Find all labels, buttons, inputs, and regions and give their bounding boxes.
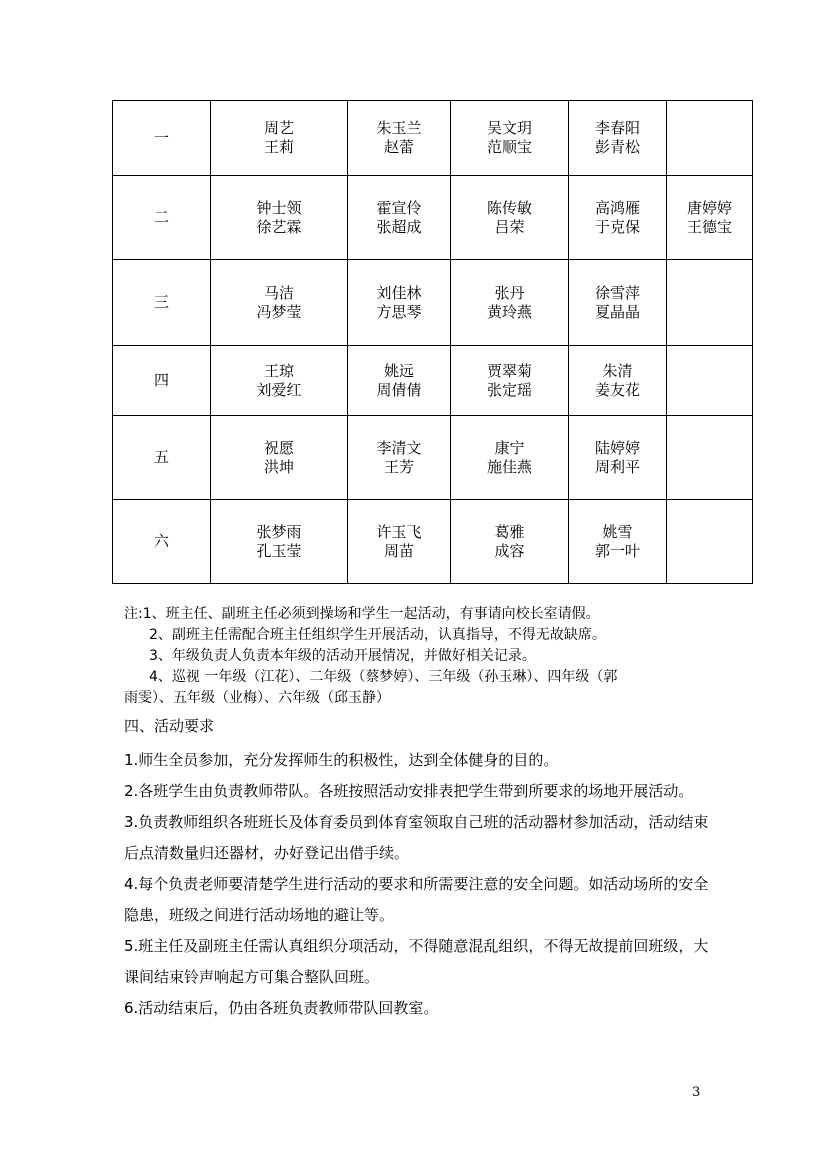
teacher-cell: [451, 260, 569, 346]
teacher-name: 许玉飞: [376, 522, 422, 541]
teacher-name: 周倩倩: [376, 380, 422, 399]
teacher-name: 葛雅: [494, 522, 525, 541]
teacher-cell: [569, 260, 667, 346]
requirement-item: 4.每个负责老师要清楚学生进行活动的要求和所需要注意的安全问题。如活动场所的安全隐患，班级之间进行活动场地的避让等。: [124, 875, 709, 924]
teacher-cell: [451, 500, 569, 584]
teacher-name: 于克保: [594, 217, 640, 236]
teacher-name: 黄玲燕: [486, 302, 532, 321]
teacher-name: 施佳燕: [486, 457, 532, 476]
teacher-cell: [569, 101, 667, 176]
teacher-cell: [569, 176, 667, 260]
teacher-cell: [348, 500, 451, 584]
teacher-name: 张丹: [494, 283, 525, 302]
teacher-name: 周艺: [263, 119, 294, 137]
requirement-item: 2.各班学生由负责教师带队。各班按照活动安排表把学生带到所要求的场地开展活动。: [124, 782, 694, 800]
teacher-name: 姚雪: [602, 522, 633, 541]
teacher-name: 张梦雨: [256, 522, 302, 541]
teacher-name: 孔玉莹: [256, 541, 302, 560]
teacher-cell: [667, 346, 753, 416]
teacher-name: 王德宝: [686, 217, 732, 236]
table-row: [113, 176, 753, 260]
teacher-name: 朱玉兰: [376, 119, 422, 137]
teacher-name: 祝愿: [263, 438, 294, 457]
teacher-cell: [667, 101, 753, 176]
teacher-name: 赵蕾: [383, 138, 414, 156]
requirement-item: 3.负责教师组织各班班长及体育委员到体育室领取自己班的活动器材参加活动，活动结束后点清数量归还器材，办好登记出借手续。: [124, 813, 709, 862]
teacher-cell: [211, 500, 348, 584]
teacher-cell: [667, 260, 753, 346]
teacher-name: 周利平: [594, 457, 640, 476]
requirements-list: [124, 745, 714, 1024]
teacher-name: 贾翠菊: [486, 361, 532, 380]
teacher-name: 周苗: [383, 541, 414, 560]
teacher-name: 洪坤: [263, 457, 294, 476]
note-1: 注:1、班主任、副班主任必须到操场和学生一起活动，有事请向校长室请假。: [124, 606, 600, 622]
duty-roster-table: [112, 100, 753, 584]
teacher-cell: [348, 346, 451, 416]
page-number: 3: [692, 1085, 701, 1100]
teacher-cell: [348, 260, 451, 346]
table-row: [113, 500, 753, 584]
teacher-name: 陆婷婷: [594, 438, 640, 457]
teacher-cell: [211, 176, 348, 260]
requirement-item: 1.师生全员参加，充分发挥师生的积极性，达到全体健身的目的。: [124, 751, 559, 769]
teacher-cell: [667, 416, 753, 500]
teacher-cell: [211, 346, 348, 416]
teacher-cell: [569, 500, 667, 584]
teacher-name: 冯梦莹: [256, 302, 302, 321]
requirement-item: 5.班主任及副班主任需认真组织分项活动，不得随意混乱组织，不得无故提前回班级，大课间结束铃声响起方可集合整队回班。: [124, 937, 709, 986]
teacher-cell: [451, 346, 569, 416]
teacher-name: 吕荣: [494, 217, 525, 236]
teacher-cell: [667, 500, 753, 584]
teacher-name: 成容: [494, 541, 525, 560]
teacher-name: 李春阳: [594, 119, 640, 137]
teacher-cell: [211, 260, 348, 346]
teacher-name: 唐婷婷: [686, 198, 732, 217]
teacher-name: 刘爱红: [256, 380, 302, 399]
teacher-name: 李清文: [376, 438, 422, 457]
teacher-name: 郭一叶: [594, 541, 640, 560]
teacher-name: 王芳: [383, 457, 414, 476]
teacher-name: 康宁: [494, 438, 525, 457]
table-row: [113, 346, 753, 416]
teacher-name: 范顺宝: [486, 138, 532, 156]
teacher-cell: [348, 416, 451, 500]
teacher-name: 徐雪萍: [594, 283, 640, 302]
section-title: 四、活动要求: [124, 717, 215, 735]
teacher-cell: [451, 416, 569, 500]
teacher-name: 彭青松: [594, 138, 640, 156]
teacher-name: 钟士领: [256, 198, 302, 217]
table-row: [113, 416, 753, 500]
teacher-name: 马洁: [263, 283, 294, 302]
teacher-name: 陈传敏: [486, 198, 532, 217]
notes-block: [124, 604, 724, 709]
teacher-cell: [348, 176, 451, 260]
teacher-name: 张超成: [376, 217, 422, 236]
table-row: [113, 260, 753, 346]
grade-cell: 二: [113, 176, 211, 260]
note-4-cont: 雨雯）、五年级（业梅）、六年级（邱玉静）: [124, 690, 390, 706]
note-4: 4、巡视 一年级（江花）、二年级（蔡梦婷）、三年级（孙玉琳）、四年级（郭: [149, 669, 618, 685]
grade-cell: 五: [113, 416, 211, 500]
teacher-name: 高鸿雁: [594, 198, 640, 217]
teacher-cell: [569, 416, 667, 500]
note-3: 3、年级负责人负责本年级的活动开展情况，并做好相关记录。: [149, 648, 536, 664]
table-row: [113, 101, 753, 176]
teacher-name: 吴文玥: [486, 119, 532, 137]
teacher-cell: [348, 101, 451, 176]
teacher-name: 刘佳林: [376, 283, 422, 302]
grade-cell: 三: [113, 260, 211, 346]
teacher-cell: [211, 101, 348, 176]
teacher-name: 姜友花: [594, 380, 640, 399]
grade-cell: 六: [113, 500, 211, 584]
teacher-cell: [569, 346, 667, 416]
teacher-cell: [451, 101, 569, 176]
grade-cell: 一: [113, 101, 211, 176]
teacher-name: 姚远: [383, 361, 414, 380]
teacher-name: 王莉: [263, 138, 294, 156]
grade-cell: 四: [113, 346, 211, 416]
teacher-name: 夏晶晶: [594, 302, 640, 321]
requirement-item: 6.活动结束后，仍由各班负责教师带队回教室。: [124, 999, 439, 1017]
teacher-name: 方思琴: [376, 302, 422, 321]
note-2: 2、副班主任需配合班主任组织学生开展活动，认真指导，不得无故缺席。: [149, 627, 606, 643]
teacher-cell: [211, 416, 348, 500]
teacher-cell: [451, 176, 569, 260]
teacher-name: 徐艺霖: [256, 217, 302, 236]
teacher-cell: [667, 176, 753, 260]
teacher-name: 朱清: [602, 361, 633, 380]
teacher-name: 王琼: [263, 361, 294, 380]
teacher-name: 张定瑶: [486, 380, 532, 399]
teacher-name: 霍宣伶: [376, 198, 422, 217]
